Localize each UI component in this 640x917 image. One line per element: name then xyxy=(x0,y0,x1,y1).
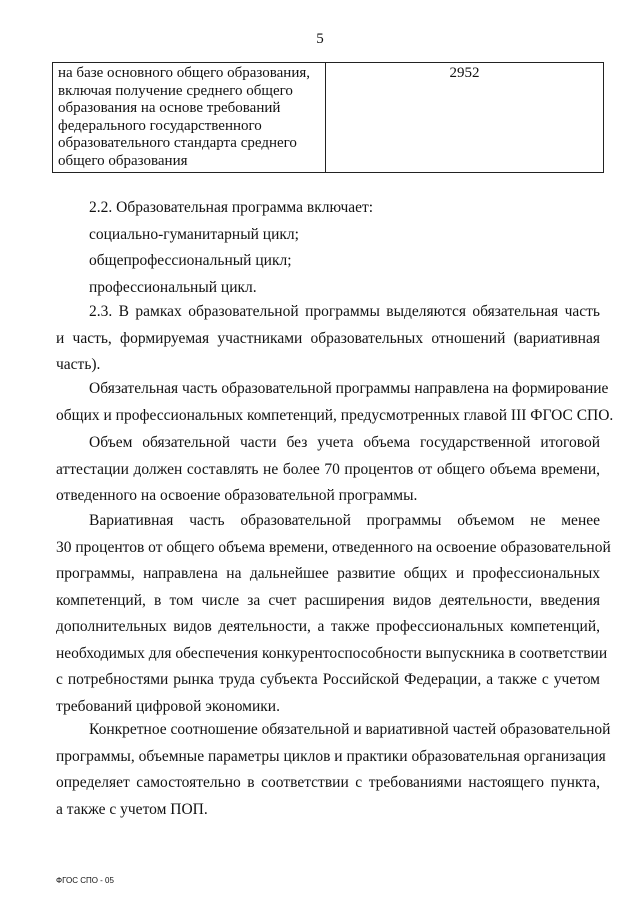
paragraph-mandatory-volume xyxy=(56,430,600,510)
paragraph-line: аттестации должен составлять не более 70 процентов от общего объема времени, xyxy=(56,460,600,478)
paragraph-line: Вариативная часть образовательной программы объемом не менее xyxy=(89,512,600,529)
table-text-line: на базе основного общего образования, xyxy=(58,65,310,81)
paragraph-line: компетенций, в том числе за счет расширения видов деятельности, введения xyxy=(56,591,600,609)
table-text-line: образовательного стандарта среднего xyxy=(58,135,297,151)
paragraph-line: с потребностями рынка труда субъекта Российской Федерации, а также с учетом xyxy=(56,671,600,688)
paragraph-line: а также с учетом ПОП. xyxy=(56,800,208,818)
section-2-2 xyxy=(56,195,600,301)
table-text-line: общего образования xyxy=(58,152,188,169)
table-row xyxy=(53,63,604,173)
paragraph-line: Конкретное соотношение обязательной и вариативной частей образовательной xyxy=(89,721,611,738)
list-item: социально-гуманитарный цикл; xyxy=(89,225,299,243)
page-number: 5 xyxy=(316,31,324,47)
paragraph-line: программы, направлена на дальнейшее развитие общих и профессиональных xyxy=(56,565,600,582)
table-text-line: включая получение среднего общего xyxy=(58,82,293,99)
table-text-line: образования на основе требований xyxy=(58,100,281,116)
paragraph-line: 30 процентов от общего объема времени, отведенного на освоение образовательной xyxy=(56,538,611,556)
paragraph-variative-part xyxy=(56,508,611,720)
paragraph-line: часть). xyxy=(56,356,101,373)
section-2-3 xyxy=(56,299,600,379)
paragraph-line: необходимых для обеспечения конкурентоспособности выпускника в соответствии xyxy=(56,644,608,662)
list-item: профессиональный цикл. xyxy=(89,278,257,296)
paragraph-line: 2.3. В рамках образовательной программы выделяются обязательная часть xyxy=(89,303,600,320)
paragraph-line: Объем обязательной части без учета объема государственной итоговой xyxy=(89,434,600,451)
table-text-line: федерального государственного xyxy=(58,117,262,134)
paragraph-line: требований цифровой экономики. xyxy=(56,697,280,715)
paragraph-line: программы, объемные параметры циклов и практики образовательная организация xyxy=(56,747,606,765)
table-cell-hours: 2952 xyxy=(326,63,604,173)
footer-document-code: ФГОС СПО - 05 xyxy=(56,876,114,885)
paragraph-ratio xyxy=(56,717,611,823)
paragraph-line: общих и профессиональных компетенций, предусмотренных главой III ФГОС СПО. xyxy=(56,406,614,424)
table-cell-description xyxy=(53,63,326,173)
paragraph-line: и часть, формируемая участниками образовательных отношений (вариативная xyxy=(56,329,600,347)
paragraph-mandatory-part xyxy=(56,376,614,429)
paragraph-line: 2.2. Образовательная программа включает: xyxy=(89,199,374,216)
program-volume-table xyxy=(52,62,604,173)
paragraph-line: определяет самостоятельно в соответствии с требованиями настоящего пункта, xyxy=(56,774,600,791)
list-item: общепрофессиональный цикл; xyxy=(89,252,292,269)
paragraph-line: дополнительных видов деятельности, а также профессиональных компетенций, xyxy=(56,618,600,635)
paragraph-line: Обязательная часть образовательной программы направлена на формирование xyxy=(89,380,609,397)
paragraph-line: отведенного на освоение образовательной программы. xyxy=(56,487,418,504)
